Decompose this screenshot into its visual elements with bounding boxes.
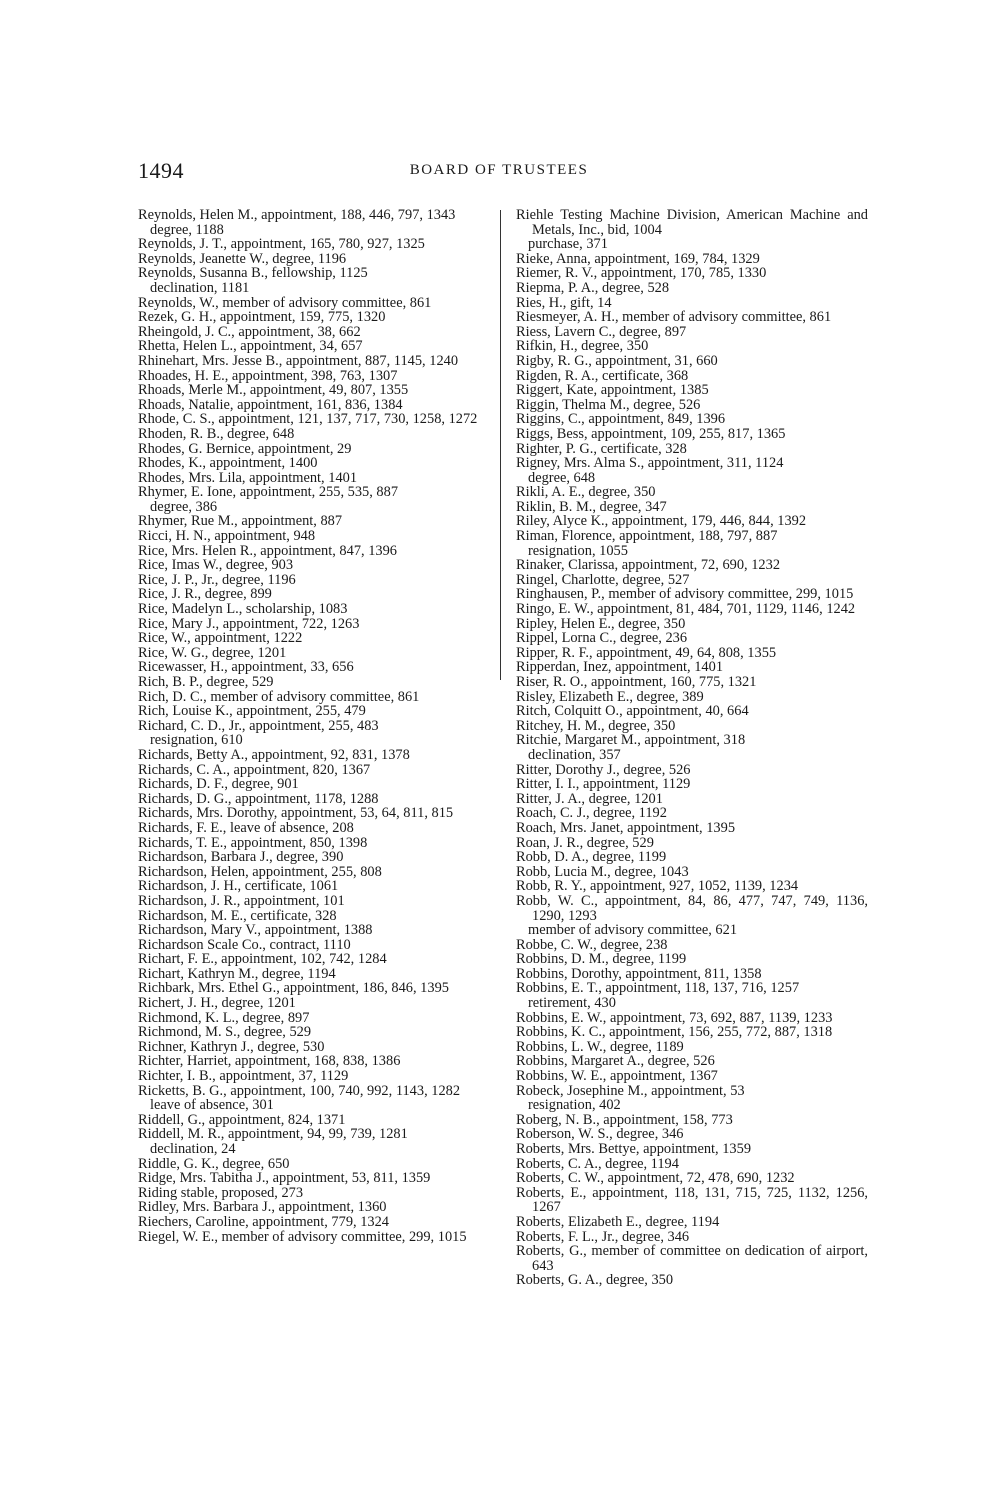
index-entry: Rice, W., appointment, 1222 <box>138 630 303 647</box>
index-entry: Rich, D. C., member of advisory committee, 861 <box>138 688 420 705</box>
index-entry: Ridley, Mrs. Barbara J., appointment, 1360 <box>138 1199 387 1216</box>
index-entry: Riegel, W. E., member of advisory committee, 299, 1015 <box>138 1228 467 1245</box>
index-entry: Riepma, P. A., degree, 528 <box>516 279 670 296</box>
index-entry: Riggs, Bess, appointment, 109, 255, 817, 1365 <box>516 425 786 442</box>
index-entry: Richard, C. D., Jr., appointment, 255, 483 <box>138 717 379 734</box>
index-entry: Ridge, Mrs. Tabitha J., appointment, 53, 811, 1359 <box>138 1170 431 1187</box>
index-entry: Richardson, M. E., certificate, 328 <box>138 907 337 924</box>
index-entry: Roberts, C. A., degree, 1194 <box>516 1155 679 1172</box>
index-entry: Ritter, J. A., degree, 1201 <box>516 790 663 807</box>
index-entry: Robbins, Dorothy, appointment, 811, 1358 <box>516 965 762 982</box>
index-entry: Ripper, R. F., appointment, 49, 64, 808, 1355 <box>516 644 777 661</box>
index-entry: Richards, T. E., appointment, 850, 1398 <box>138 834 368 851</box>
page-header <box>138 158 860 186</box>
index-entry: Rhymer, Rue M., appointment, 887 <box>138 513 343 530</box>
index-entry: Richards, D. G., appointment, 1178, 1288 <box>138 790 379 807</box>
index-subentry: resignation, 402 <box>528 1097 621 1114</box>
index-entry: Rhodes, K., appointment, 1400 <box>138 455 318 472</box>
index-entry: Reynolds, Susanna B., fellowship, 1125 <box>138 265 368 282</box>
index-entry: Riman, Florence, appointment, 188, 797, 887 <box>516 528 778 545</box>
index-entry: Robbins, Margaret A., degree, 526 <box>516 1053 715 1070</box>
index-entry: Robb, D. A., degree, 1199 <box>516 849 667 866</box>
index-entry: Riddle, G. K., degree, 650 <box>138 1155 290 1172</box>
index-subentry: resignation, 610 <box>150 732 243 749</box>
index-entry: Riechers, Caroline, appointment, 779, 1324 <box>138 1213 389 1230</box>
index-entry: Richardson, Barbara J., degree, 390 <box>138 849 344 866</box>
index-entry: Richart, F. E., appointment, 102, 742, 1284 <box>138 951 387 968</box>
index-entry: Ricketts, B. G., appointment, 100, 740, 992, 1143, 1282 <box>138 1082 461 1099</box>
index-entry: Robbins, E. T., appointment, 118, 137, 716, 1257 <box>516 980 800 997</box>
index-entry: Reynolds, W., member of advisory committee, 861 <box>138 294 432 311</box>
index-entry: Rice, J. R., degree, 899 <box>138 586 272 603</box>
index-entry: Riesmeyer, A. H., member of advisory committee, 861 <box>516 309 832 326</box>
index-entry: Robb, R. Y., appointment, 927, 1052, 1139, 1234 <box>516 878 799 895</box>
index-entry: Ritter, I. I., appointment, 1129 <box>516 776 691 793</box>
index-entry: Ringhausen, P., member of advisory committee, 299, 1015 <box>516 586 854 603</box>
index-entry: Rieke, Anna, appointment, 169, 784, 1329 <box>516 250 760 267</box>
index-entry: Riehle Testing Machine Division, American Machine and Metals, Inc., bid, 1004 <box>516 207 868 238</box>
index-entry: Riggin, Thelma M., degree, 526 <box>516 396 701 413</box>
index-entry: Richardson, Mary V., appointment, 1388 <box>138 922 373 939</box>
index-subentry: retirement, 430 <box>528 995 616 1012</box>
index-entry: Roberts, F. L., Jr., degree, 346 <box>516 1228 690 1245</box>
index-entry: Richter, I. B., appointment, 37, 1129 <box>138 1068 349 1085</box>
index-entry: Riding stable, proposed, 273 <box>138 1184 304 1201</box>
index-entry: Richert, J. H., degree, 1201 <box>138 995 296 1012</box>
index-entry: Robbins, W. E., appointment, 1367 <box>516 1068 718 1085</box>
index-entry: Righter, P. G., certificate, 328 <box>516 440 687 457</box>
index-entry: Richardson Scale Co., contract, 1110 <box>138 936 351 953</box>
index-entry: Richardson, J. H., certificate, 1061 <box>138 878 339 895</box>
index-entry: Riley, Alyce K., appointment, 179, 446, 844, 1392 <box>516 513 807 530</box>
column-divider <box>500 210 501 680</box>
index-entry: Riddell, M. R., appointment, 94, 99, 739, 1281 <box>138 1126 408 1143</box>
index-entry: Roach, C. J., degree, 1192 <box>516 805 667 822</box>
index-entry: Risley, Elizabeth E., degree, 389 <box>516 688 704 705</box>
index-entry: Riggins, C., appointment, 849, 1396 <box>516 411 726 428</box>
index-entry: Ricci, H. N., appointment, 948 <box>138 528 316 545</box>
index-entry: Richards, Mrs. Dorothy, appointment, 53, 64, 811, 815 <box>138 805 454 822</box>
index-entry: Rhoads, Natalie, appointment, 161, 836, 1384 <box>138 396 403 413</box>
index-entry: Riess, Lavern C., degree, 897 <box>516 323 687 340</box>
index-subentry: degree, 386 <box>150 498 218 515</box>
index-entry: Ringo, E. W., appointment, 81, 484, 701, 1129, 1146, 1242 <box>516 601 856 618</box>
index-entry: Rhetta, Helen L., appointment, 34, 657 <box>138 338 363 355</box>
index-entry: Riser, R. O., appointment, 160, 775, 1321 <box>516 674 757 690</box>
index-entry: Rice, J. P., Jr., degree, 1196 <box>138 571 296 588</box>
index-entry: Richardson, J. R., appointment, 101 <box>138 892 345 909</box>
index-subentry: leave of absence, 301 <box>150 1097 274 1114</box>
index-entry: Rinaker, Clarissa, appointment, 72, 690, 1232 <box>516 557 781 574</box>
index-entry: Richart, Kathryn M., degree, 1194 <box>138 965 336 982</box>
index-entry: Rice, Mary J., appointment, 722, 1263 <box>138 615 360 632</box>
index-entry: Robeck, Josephine M., appointment, 53 <box>516 1082 745 1099</box>
index-entry: Ringel, Charlotte, degree, 527 <box>516 571 690 588</box>
index-entry: Riemer, R. V., appointment, 170, 785, 1330 <box>516 265 767 282</box>
index-entry: Reynolds, J. T., appointment, 165, 780, 927, 1325 <box>138 236 425 253</box>
index-entry: Roberts, G. A., degree, 350 <box>516 1272 674 1289</box>
index-entry: Richmond, K. L., degree, 897 <box>138 1009 310 1026</box>
index-subentry: declination, 1181 <box>150 279 250 296</box>
index-entry: Robb, Lucia M., degree, 1043 <box>516 863 689 880</box>
index-entry: Ritter, Dorothy J., degree, 526 <box>516 761 691 778</box>
index-entry: Rice, Madelyn L., scholarship, 1083 <box>138 601 348 618</box>
index-entry: Rhode, C. S., appointment, 121, 137, 717, 730, 1258, 1272 <box>138 411 478 428</box>
index-entry: Roberts, C. W., appointment, 72, 478, 690, 1232 <box>516 1170 795 1187</box>
index-subentry: declination, 357 <box>528 746 621 763</box>
index-entry: Roberson, W. S., degree, 346 <box>516 1126 684 1143</box>
index-entry: Richbark, Mrs. Ethel G., appointment, 186, 846, 1395 <box>138 980 449 997</box>
index-entry: Rigney, Mrs. Alma S., appointment, 311, 1124 <box>516 455 784 472</box>
index-column-right <box>516 208 868 1288</box>
index-entry: Richards, Betty A., appointment, 92, 831, 1378 <box>138 746 410 763</box>
index-entry: Riddell, G., appointment, 824, 1371 <box>138 1111 346 1128</box>
index-entry: Roberts, E., appointment, 118, 131, 715, 725, 1132, 1256, 1267 <box>516 1184 868 1216</box>
index-entry: Roberg, N. B., appointment, 158, 773 <box>516 1111 733 1128</box>
index-entry: Robbins, K. C., appointment, 156, 255, 772, 887, 1318 <box>516 1024 833 1041</box>
index-entry: Roberts, G., member of committee on dedication of airport, 643 <box>516 1243 868 1274</box>
index-entry: Robb, W. C., appointment, 84, 86, 477, 747, 749, 1136, 1290, 1293 <box>516 892 868 924</box>
index-entry: Rhodes, G. Bernice, appointment, 29 <box>138 440 352 457</box>
index-entry: Robbins, E. W., appointment, 73, 692, 887, 1139, 1233 <box>516 1009 833 1026</box>
index-subentry: member of advisory committee, 621 <box>528 922 738 939</box>
index-entry: Robbe, C. W., degree, 238 <box>516 936 668 953</box>
index-entry: Rigden, R. A., certificate, 368 <box>516 367 689 384</box>
index-entry: Richter, Harriet, appointment, 168, 838, 1386 <box>138 1053 401 1070</box>
index-entry: Roach, Mrs. Janet, appointment, 1395 <box>516 819 736 836</box>
index-entry: Richmond, M. S., degree, 529 <box>138 1024 312 1041</box>
index-entry: Richards, F. E., leave of absence, 208 <box>138 819 354 836</box>
index-entry: Richner, Kathryn J., degree, 530 <box>138 1038 325 1055</box>
index-entry: Ritchie, Margaret M., appointment, 318 <box>516 732 746 749</box>
index-entry: Rhymer, E. Ione, appointment, 255, 535, 887 <box>138 484 399 501</box>
index-subentry: resignation, 1055 <box>528 542 628 559</box>
index-entry: Roberts, Elizabeth E., degree, 1194 <box>516 1213 720 1230</box>
index-entry: Rhodes, Mrs. Lila, appointment, 1401 <box>138 469 358 486</box>
index-entry: Rhoades, H. E., appointment, 398, 763, 1307 <box>138 367 398 384</box>
index-entry: Robbins, D. M., degree, 1199 <box>516 951 687 968</box>
index-entry: Rifkin, H., degree, 350 <box>516 338 649 355</box>
index-subentry: degree, 648 <box>528 469 596 486</box>
index-subentry: degree, 1188 <box>150 221 224 238</box>
index-entry: Richardson, Helen, appointment, 255, 808 <box>138 863 382 880</box>
index-entry: Rigby, R. G., appointment, 31, 660 <box>516 352 718 369</box>
index-entry: Ritch, Colquitt O., appointment, 40, 664 <box>516 703 749 720</box>
index-entry: Ripperdan, Inez, appointment, 1401 <box>516 659 724 676</box>
index-entry: Rice, Mrs. Helen R., appointment, 847, 1396 <box>138 542 397 559</box>
index-entry: Rich, B. P., degree, 529 <box>138 674 274 690</box>
index-entry: Reynolds, Jeanette W., degree, 1196 <box>138 250 347 267</box>
index-entry: Rice, W. G., degree, 1201 <box>138 644 287 661</box>
index-entry: Roan, J. R., degree, 529 <box>516 834 654 851</box>
index-subentry: purchase, 371 <box>528 236 608 253</box>
index-entry: Reynolds, Helen M., appointment, 188, 446, 797, 1343 <box>138 207 456 223</box>
index-entry: Robbins, L. W., degree, 1189 <box>516 1038 684 1055</box>
index-entry: Roberts, Mrs. Bettye, appointment, 1359 <box>516 1141 752 1157</box>
index-entry: Rezek, G. H., appointment, 159, 775, 1320 <box>138 309 386 326</box>
index-entry: Rippel, Lorna C., degree, 236 <box>516 630 688 647</box>
index-entry: Richards, D. F., degree, 901 <box>138 776 299 793</box>
index-entry: Ripley, Helen E., degree, 350 <box>516 615 686 632</box>
index-subentry: declination, 24 <box>150 1141 236 1157</box>
index-entry: Riklin, B. M., degree, 347 <box>516 498 667 515</box>
index-entry: Rheingold, J. C., appointment, 38, 662 <box>138 323 361 340</box>
running-title: BOARD OF TRUSTEES <box>409 162 589 178</box>
index-entry: Rhinehart, Mrs. Jesse B., appointment, 887, 1145, 1240 <box>138 352 459 369</box>
index-entry: Ries, H., gift, 14 <box>516 294 612 311</box>
index-column-left <box>138 208 490 1244</box>
index-entry: Rhoden, R. B., degree, 648 <box>138 425 295 442</box>
index-entry: Rice, Imas W., degree, 903 <box>138 557 294 574</box>
index-entry: Riggert, Kate, appointment, 1385 <box>516 382 709 399</box>
index-entry: Rich, Louise K., appointment, 255, 479 <box>138 703 366 720</box>
index-entry: Ricewasser, H., appointment, 33, 656 <box>138 659 354 676</box>
index-entry: Rikli, A. E., degree, 350 <box>516 484 656 501</box>
index-entry: Ritchey, H. M., degree, 350 <box>516 717 676 734</box>
index-entry: Rhoads, Merle M., appointment, 49, 807, 1355 <box>138 382 409 399</box>
index-entry: Richards, C. A., appointment, 820, 1367 <box>138 761 371 778</box>
page-number: 1494 <box>138 158 184 183</box>
